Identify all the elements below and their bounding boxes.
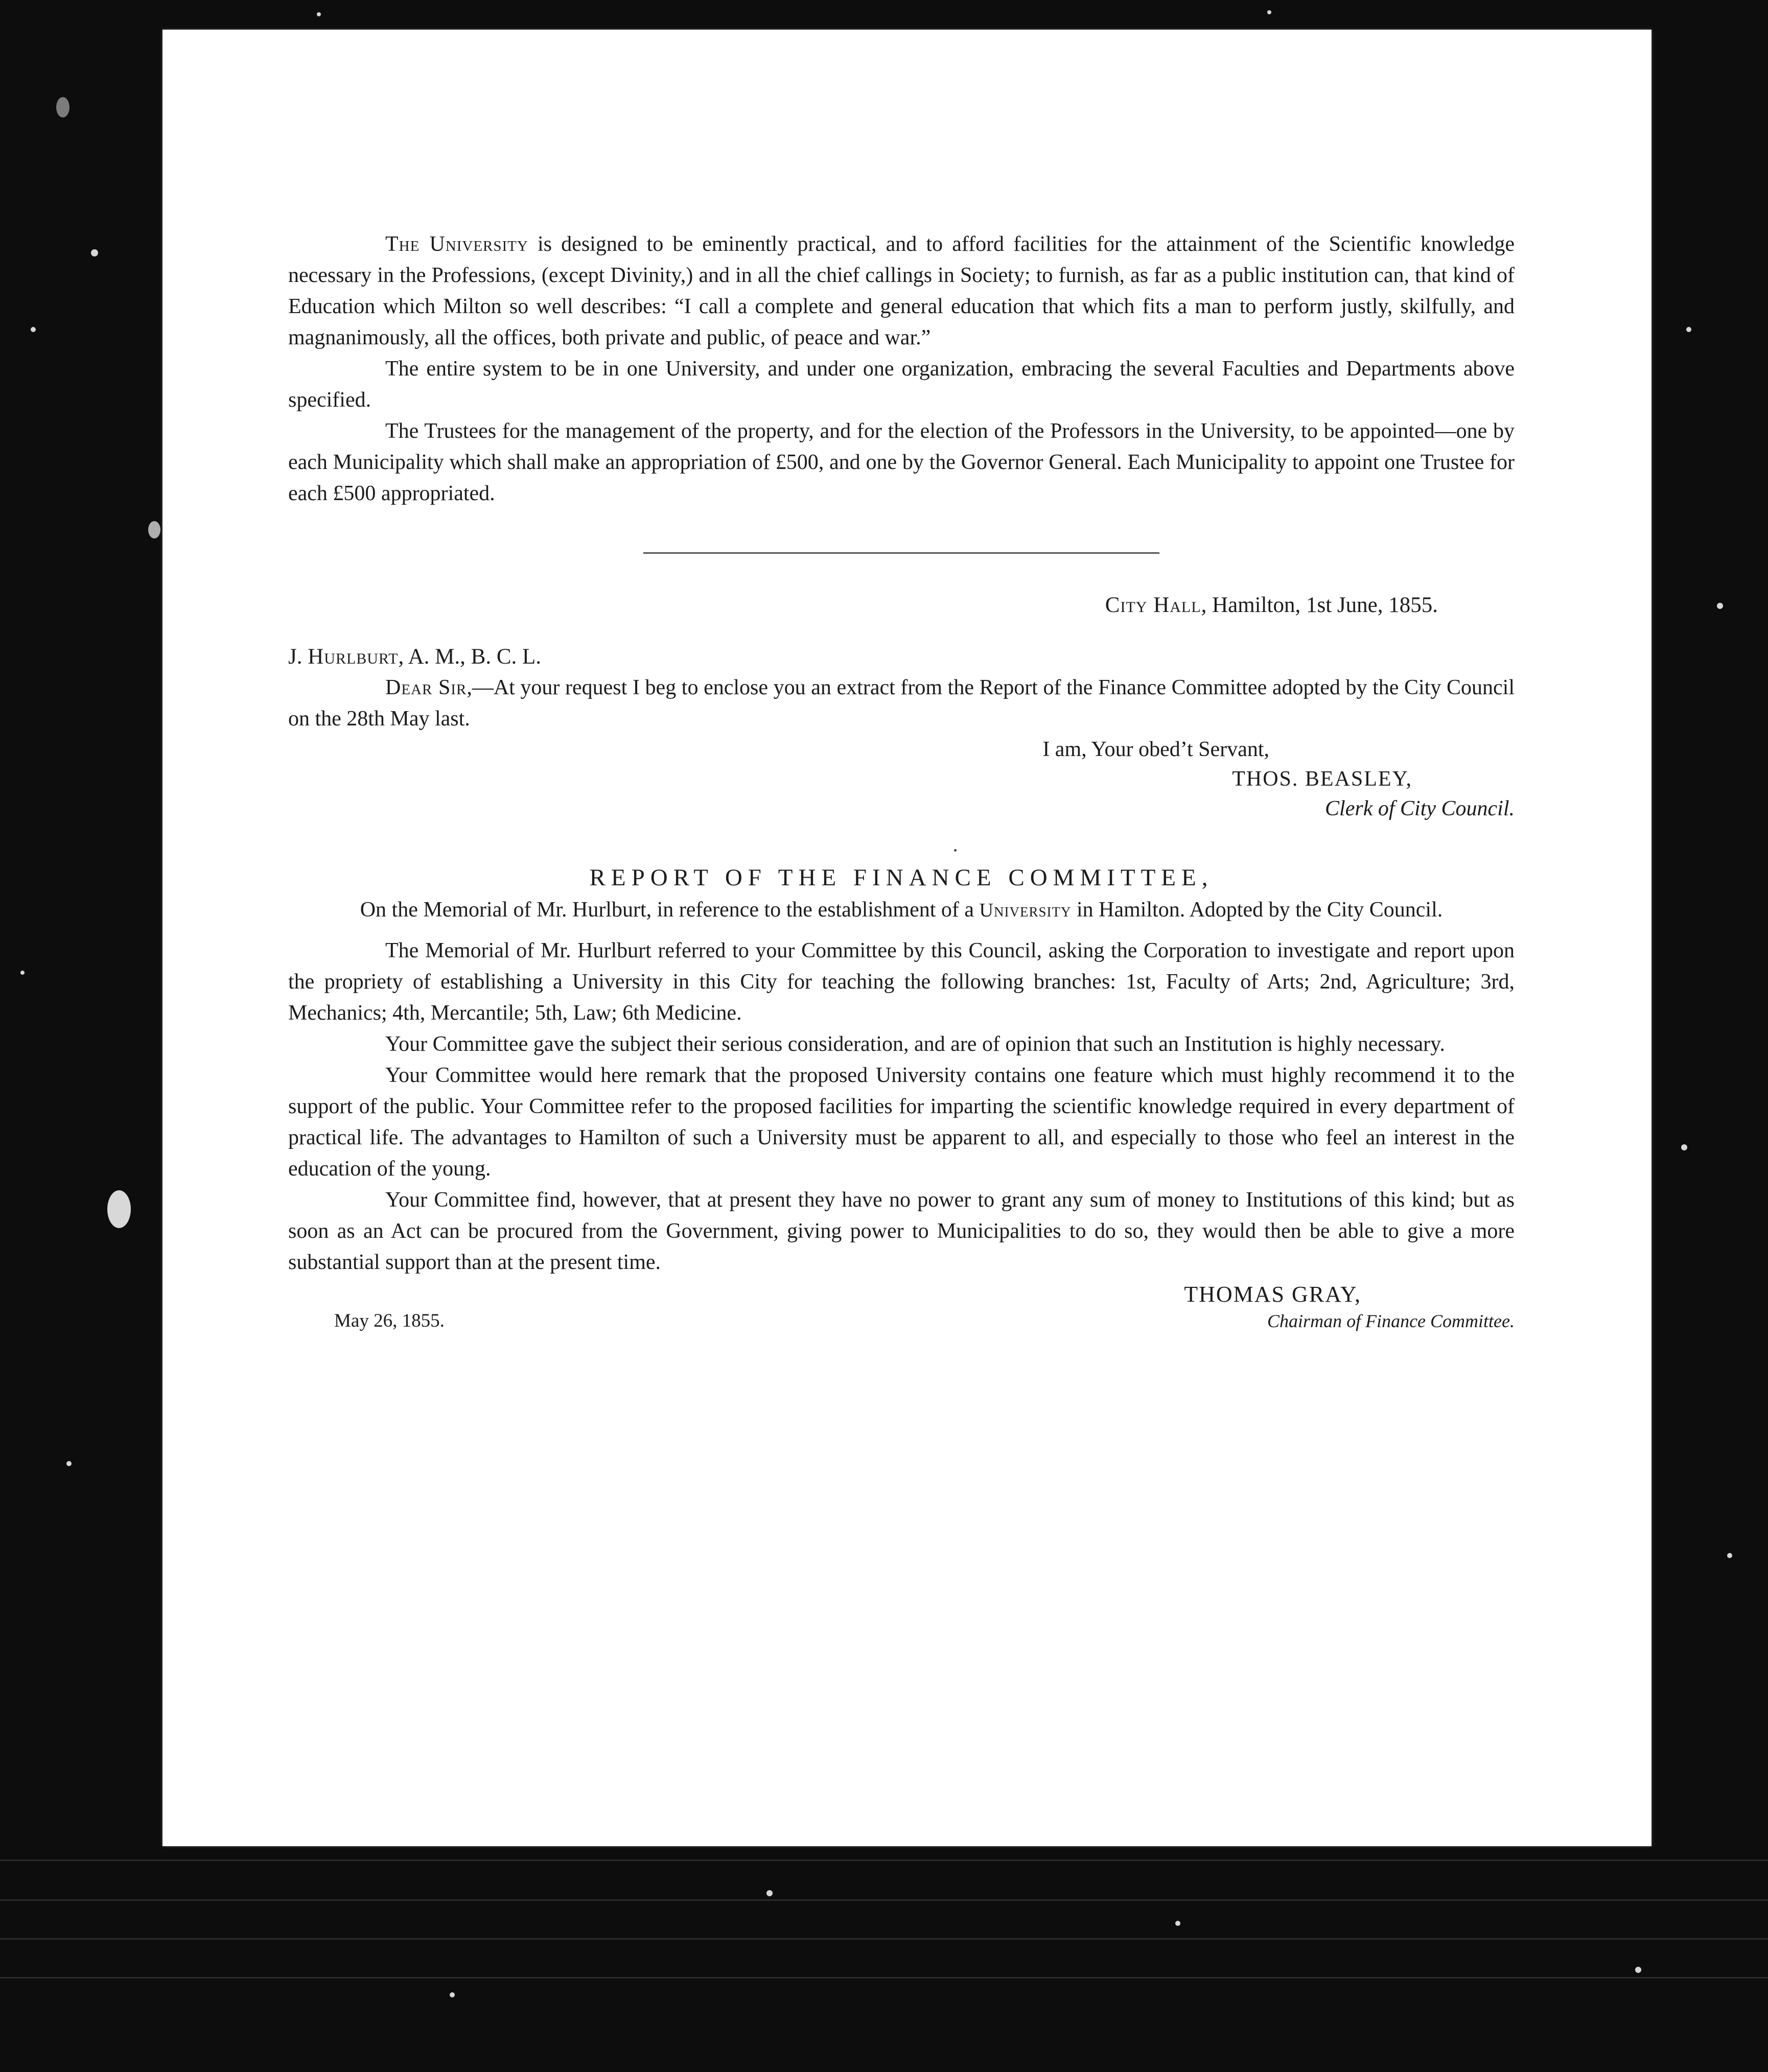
scan-speck: [31, 327, 36, 332]
report-signer-title: Chairman of Finance Committee.: [1267, 1311, 1515, 1331]
report-subheading: [288, 896, 1515, 925]
letter-dateline: [288, 590, 1515, 621]
report-paragraph-3: Your Committee would here remark that the proposed University contains one feature which must highly recommend it to the support of the public. Your Committee refer to the proposed facilities for imparting the scientific knowledge required in every department of practical life. The advantages to Hamilton of such a University must be apparent to all, and especially to those who feel an interest in the education of the young.: [288, 1064, 1515, 1181]
report-sub-university: University: [979, 900, 1072, 921]
intro-paragraph-1-text: is designed to be eminently practical, and to afford facilities for the attainment of the Scientific knowledge necessary in the Professions, (except Divinity,) and in all the chief callings in Society; to furnish, as far as a public institution can, that kind of Education which Milton so well describes: “I call a complete and general education that which fits a man to perform justly, skilfully, and magnanimously, all the offices, both private and public, of peace and war.”: [288, 232, 1515, 349]
report-date: May 26, 1855.: [334, 1310, 445, 1331]
section-divider: [643, 552, 1159, 554]
dateline-place: City Hall: [1105, 593, 1201, 617]
report-paragraph-2: Your Committee gave the subject their serious consideration, and are of opinion that such an Institution is highly necessary.: [385, 1032, 1445, 1056]
report-sub-after: in Hamilton. Adopted by the City Council.: [1071, 898, 1443, 922]
letter-salutation: Dear Sir: [385, 676, 467, 699]
scan-speck: [766, 1890, 773, 1896]
scan-speck: [1267, 10, 1271, 14]
letter-closing: I am, Your obed’t Servant,: [1042, 738, 1269, 761]
letter-body: [288, 672, 1515, 735]
report-heading: REPORT OF THE FINANCE COMMITTEE,: [589, 864, 1214, 891]
intro-paragraph-1: [288, 229, 1515, 354]
letter-addressee: [288, 641, 1515, 672]
scan-speck: [1175, 1921, 1180, 1926]
letter-body-text: ,—At your request I beg to enclose you an extract from the Report of the Finance Committee adopted by the City Council on the 28th May last.: [288, 676, 1515, 731]
dateline-rest: , Hamilton, 1st June, 1855.: [1201, 593, 1438, 617]
report-signature-row: [288, 1280, 1515, 1336]
letter-signer-title: Clerk of City Council.: [1325, 797, 1515, 820]
report-paragraph-4: Your Committee find, however, that at present they have no power to grant any sum of money to Institutions of this kind; but as soon as an Act can be procured from the Government, giving power to Municipalities to do so, they would then be able to give a more substantial support than at the present time.: [288, 1188, 1515, 1274]
print-dot: [954, 849, 957, 852]
scan-speck: [1686, 327, 1691, 332]
scan-speck: [1717, 603, 1723, 609]
university-lead-text: The University: [385, 232, 528, 256]
letter-signer: THOS. BEASLEY,: [1232, 767, 1412, 791]
addressee-degrees: , A. M., B. C. L.: [398, 645, 542, 669]
scan-speck: [66, 1461, 72, 1466]
scan-speck: [317, 12, 321, 16]
scan-speck: [56, 97, 69, 117]
scan-artifact: [0, 1938, 1768, 1940]
scan-speck: [1727, 1553, 1732, 1558]
scan-artifact: [0, 1977, 1768, 1979]
scan-speck: [1681, 1144, 1687, 1150]
scan-speck: [1635, 1967, 1641, 1973]
report-signer: THOMAS GRAY,: [1184, 1282, 1361, 1307]
intro-paragraph-2: The entire system to be in one University, and under one organization, embracing the several Faculties and Departments above specified.: [288, 357, 1515, 412]
addressee-initial: J.: [288, 645, 308, 669]
intro-paragraph-3: The Trustees for the management of the property, and for the election of the Professors in the University, to be appointed—one by each Municipality which shall make an appropriation of £500, and one by the Governor General. Each Municipality to appoint one Trustee for each £500 appropriated.: [288, 419, 1515, 505]
report-paragraph-1: The Memorial of Mr. Hurlburt referred to your Committee by this Council, asking the Corporation to investigate and report upon the propriety of establishing a University in this City for teaching the following branches: 1st, Faculty of Arts; 2nd, Agriculture; 3rd, Mechanics; 4th, Mercantile; 5th, Law; 6th Medicine.: [288, 939, 1515, 1025]
document-body: [288, 229, 1515, 1336]
scan-speck: [20, 971, 25, 975]
scan-speck: [148, 521, 160, 538]
addressee-name: Hurlburt: [308, 645, 399, 669]
report-sub-before: On the Memorial of Mr. Hurlburt, in reference to the establishment of a: [360, 898, 980, 922]
scan-speck: [450, 1992, 455, 1997]
scan-speck: [107, 1190, 131, 1228]
scan-artifact: [0, 1859, 1768, 1861]
scan-speck: [91, 249, 98, 256]
scan-artifact: [0, 1899, 1768, 1901]
document-page: [162, 30, 1651, 1846]
